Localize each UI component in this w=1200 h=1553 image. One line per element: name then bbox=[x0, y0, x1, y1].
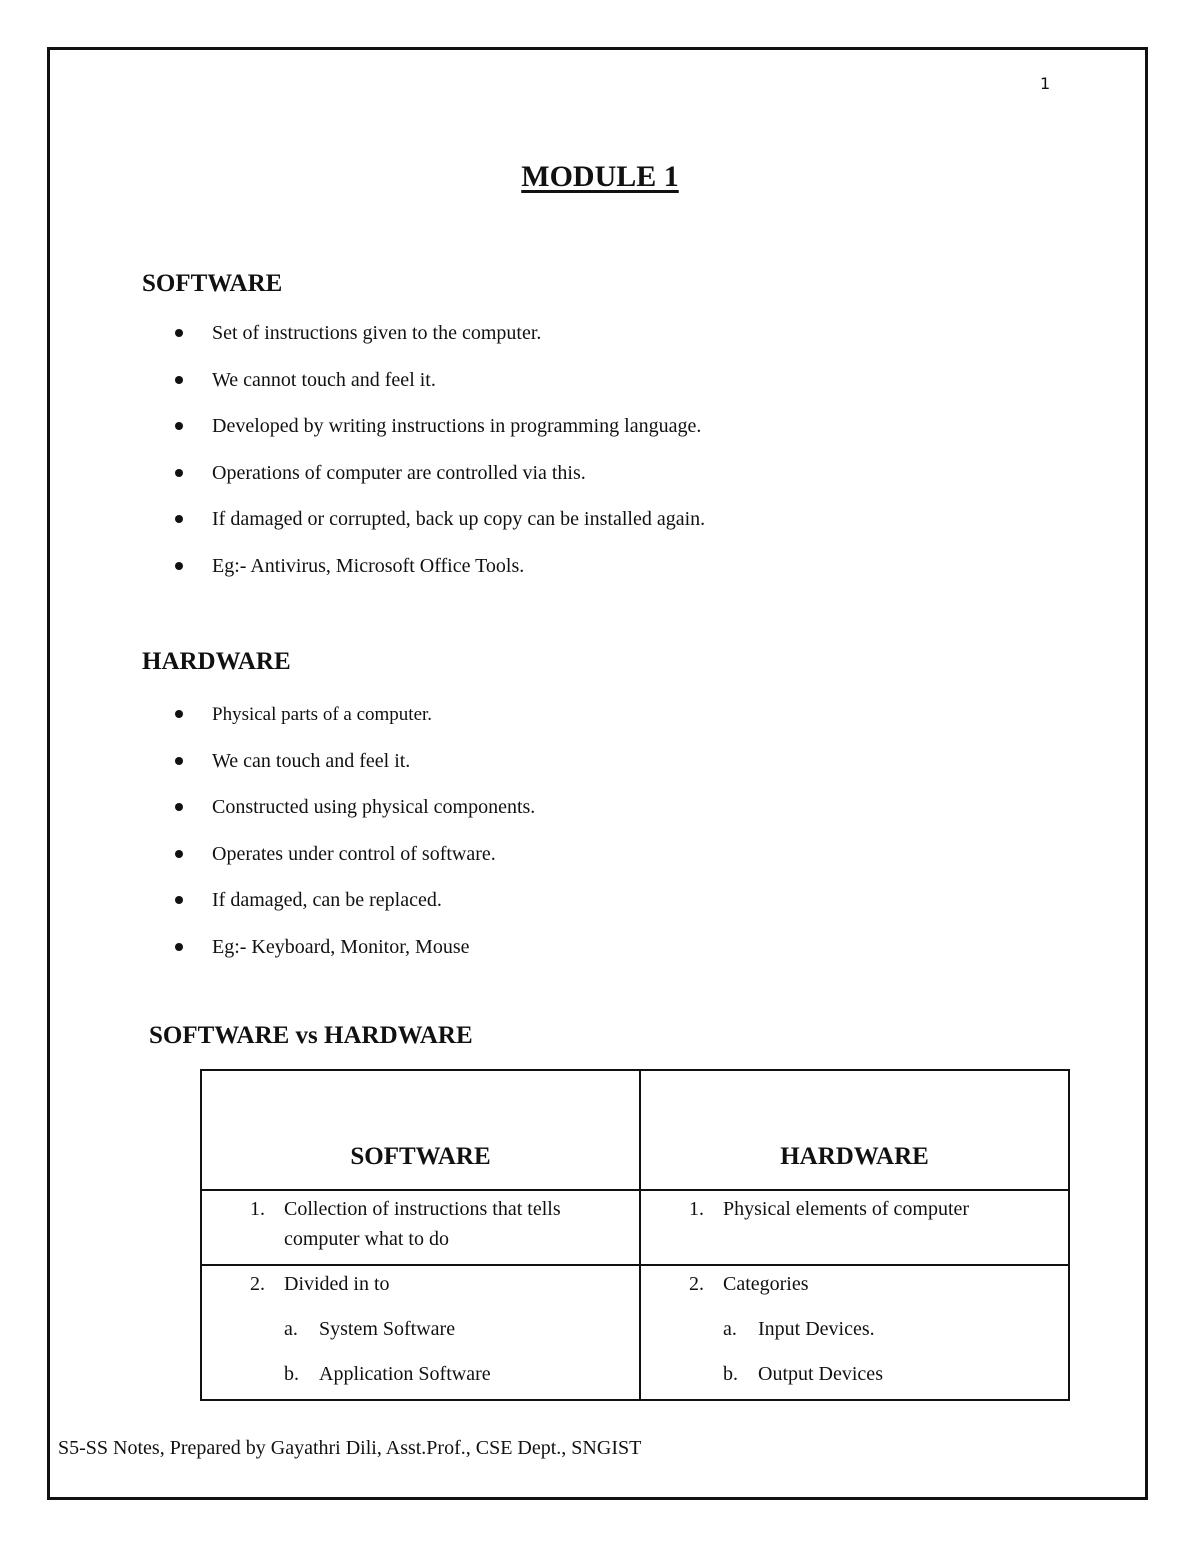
item-number: 1. bbox=[250, 1198, 265, 1220]
page-footer: S5-SS Notes, Prepared by Gayathri Dili, Asst.Prof., CSE Dept., SNGIST bbox=[58, 1437, 642, 1459]
item-text: Physical elements of computer bbox=[723, 1198, 970, 1220]
bullet-icon bbox=[175, 757, 183, 765]
list-item: We can touch and feel it. bbox=[175, 748, 1075, 795]
bullet-icon bbox=[175, 562, 183, 570]
numbered-item bbox=[641, 1269, 1068, 1299]
page-number: 1 bbox=[1040, 74, 1051, 93]
table-header-software: SOFTWARE bbox=[201, 1070, 640, 1190]
sub-item-letter: a. bbox=[723, 1318, 737, 1340]
list-item: Constructed using physical components. bbox=[175, 794, 1075, 841]
bullet-icon bbox=[175, 376, 183, 384]
list-item: Set of instructions given to the computer. bbox=[175, 320, 1075, 367]
table-cell bbox=[201, 1190, 640, 1265]
sub-item bbox=[641, 1314, 1068, 1344]
list-item: If damaged or corrupted, back up copy can be installed again. bbox=[175, 506, 1075, 553]
sub-item-text: Output Devices bbox=[758, 1363, 883, 1385]
hardware-bullet-list bbox=[175, 701, 1075, 980]
sub-item-text: System Software bbox=[319, 1318, 456, 1340]
table-row bbox=[201, 1190, 1069, 1265]
bullet-icon bbox=[175, 422, 183, 430]
comparison-table bbox=[200, 1069, 1070, 1401]
sub-item-letter: a. bbox=[284, 1318, 298, 1340]
item-number: 2. bbox=[689, 1273, 704, 1295]
table-header-row bbox=[201, 1070, 1069, 1190]
table-header-hardware: HARDWARE bbox=[640, 1070, 1069, 1190]
sub-item bbox=[641, 1359, 1068, 1389]
sub-item-letter: b. bbox=[723, 1363, 738, 1385]
bullet-icon bbox=[175, 329, 183, 337]
sub-item bbox=[202, 1314, 639, 1344]
comparison-heading: SOFTWARE vs HARDWARE bbox=[149, 1022, 473, 1049]
item-number: 1. bbox=[689, 1198, 704, 1220]
sub-item-letter: b. bbox=[284, 1363, 299, 1385]
list-item: Developed by writing instructions in programming language. bbox=[175, 413, 1075, 460]
item-text: Categories bbox=[723, 1273, 809, 1295]
table-cell bbox=[640, 1265, 1069, 1400]
bullet-icon bbox=[175, 515, 183, 523]
list-item: Operations of computer are controlled via this. bbox=[175, 460, 1075, 507]
list-item: Operates under control of software. bbox=[175, 841, 1075, 888]
table-cell bbox=[640, 1190, 1069, 1265]
software-bullet-list bbox=[175, 320, 1075, 599]
list-item: If damaged, can be replaced. bbox=[175, 887, 1075, 934]
list-item: Eg:- Antivirus, Microsoft Office Tools. bbox=[175, 553, 1075, 600]
sub-item-text: Application Software bbox=[319, 1363, 491, 1385]
hardware-heading: HARDWARE bbox=[142, 648, 291, 675]
bullet-icon bbox=[175, 896, 183, 904]
numbered-item bbox=[202, 1269, 639, 1299]
bullet-icon bbox=[175, 850, 183, 858]
table-cell bbox=[201, 1265, 640, 1400]
bullet-icon bbox=[175, 803, 183, 811]
item-text: Collection of instructions that tells computer what to do bbox=[284, 1198, 561, 1250]
bullet-icon bbox=[175, 710, 183, 718]
table-row bbox=[201, 1265, 1069, 1400]
item-number: 2. bbox=[250, 1273, 265, 1295]
list-item: Eg:- Keyboard, Monitor, Mouse bbox=[175, 934, 1075, 981]
list-item: Physical parts of a computer. bbox=[175, 701, 1075, 748]
bullet-icon bbox=[175, 469, 183, 477]
item-text: Divided in to bbox=[284, 1273, 390, 1295]
software-heading: SOFTWARE bbox=[142, 270, 283, 297]
list-item: We cannot touch and feel it. bbox=[175, 367, 1075, 414]
sub-item-text: Input Devices. bbox=[758, 1318, 875, 1340]
numbered-item bbox=[202, 1194, 639, 1254]
numbered-item bbox=[641, 1194, 1068, 1224]
sub-item bbox=[202, 1359, 639, 1389]
module-title: MODULE 1 bbox=[521, 160, 679, 193]
bullet-icon bbox=[175, 943, 183, 951]
